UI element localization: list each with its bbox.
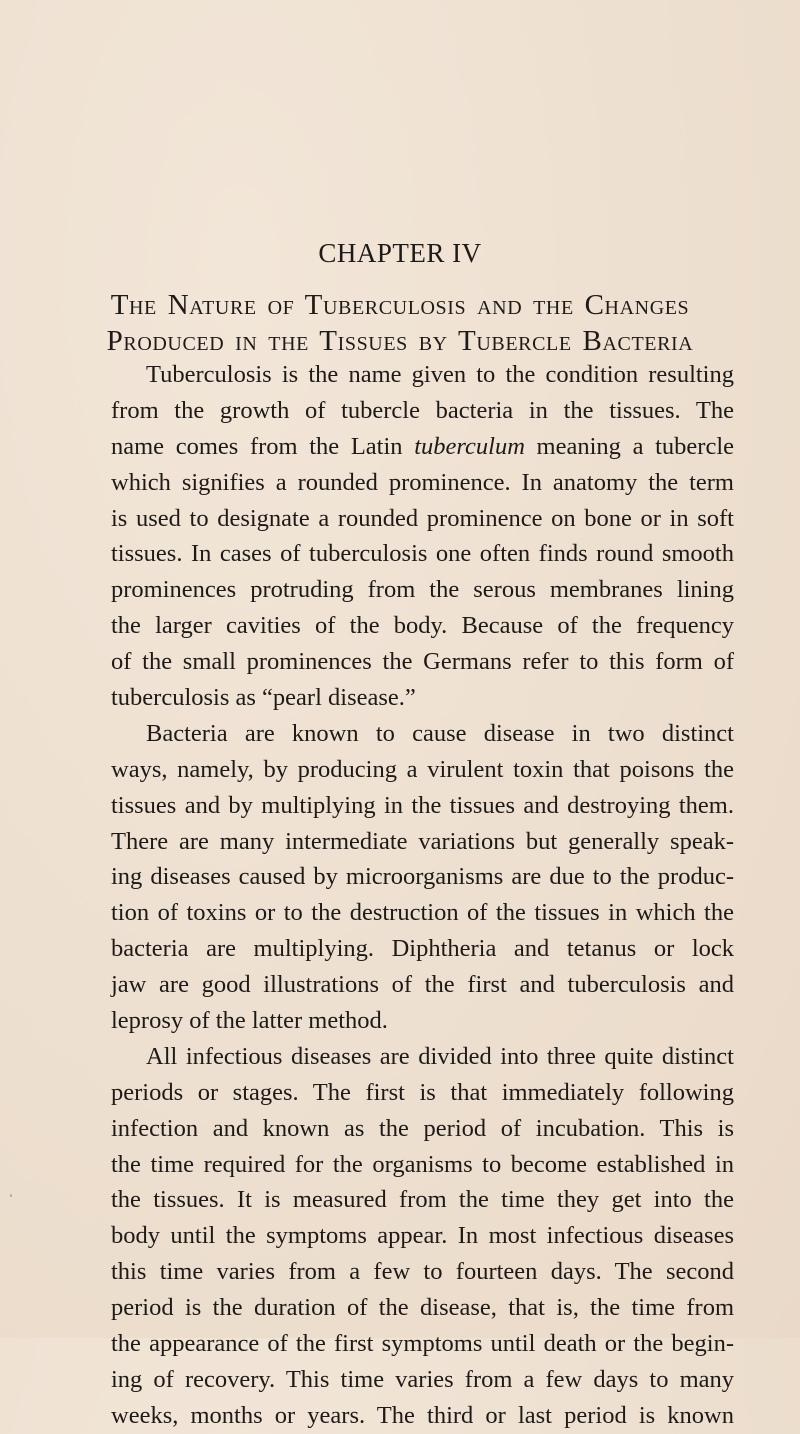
text-line: from the growth of tubercle bacteria in the tissues. The [111, 396, 734, 424]
text-line: tissues. In cases of tuberculosis one often finds round smooth [111, 540, 734, 568]
text-line: bacteria are multiplying. Diphtheria and tetanus or lock [111, 935, 734, 963]
text-line: tion of toxins or to the destruction of the tissues in which the [111, 899, 734, 927]
text-line: ways, namely, by producing a virulent toxin that poisons the [111, 755, 734, 783]
chapter-number: CHAPTER IV [318, 238, 482, 268]
text-line: of the small prominences the Germans refer to this form of [111, 648, 734, 676]
text-line: the tissues. It is measured from the time they get into the [111, 1186, 734, 1214]
chapter-title-line-1: The Nature of Tuberculosis and the Changes [110, 289, 690, 321]
text-line: the larger cavities of the body. Because of the frequency [111, 612, 734, 640]
text-line [111, 429, 734, 465]
text-line: ing of recovery. This time varies from a few days to many [111, 1365, 734, 1393]
text-line: Bacteria are known to cause disease in two distinct [146, 719, 734, 747]
latin-term: tuberculum [414, 432, 525, 460]
chapter-title-line-2: Produced in the Tissues by Tubercle Bacteria [106, 325, 694, 357]
text-line: the appearance of the first symptoms until death or the begin- [111, 1330, 734, 1358]
text-line: periods or stages. The first is that immediately following [111, 1078, 734, 1106]
text-line: tissues and by multiplying in the tissues and destroying them. [111, 791, 734, 819]
text-line: ing diseases caused by microorganisms are due to the produc- [111, 863, 734, 891]
text-line: weeks, months or years. The third or last period is known [111, 1401, 734, 1429]
text-line: tuberculosis as “pearl disease.” [111, 684, 416, 712]
text-line: leprosy of the latter method. [111, 1007, 388, 1035]
text-segment: name comes from the Latin [111, 432, 415, 460]
text-line: is used to designate a rounded prominence on bone or in soft [111, 504, 734, 532]
text-line: jaw are good illustrations of the first and tuberculosis and [111, 971, 734, 999]
body-text [111, 357, 734, 1434]
text-line: prominences protruding from the serous membranes lining [111, 576, 734, 604]
text-segment: meaning a tubercle [524, 432, 734, 460]
text-line: Tuberculosis is the name given to the condition resulting [146, 361, 734, 388]
text-line: the time required for the organisms to become established in [111, 1150, 734, 1178]
text-line: body until the symptoms appear. In most infectious diseases [111, 1222, 734, 1250]
chapter-title [60, 287, 740, 359]
text-line: this time varies from a few to fourteen days. The second [111, 1258, 734, 1286]
paper-speck [10, 1194, 12, 1197]
text-line: period is the duration of the disease, that is, the time from [111, 1294, 734, 1322]
text-line: infection and known as the period of incubation. This is [111, 1114, 734, 1142]
text-line: There are many intermediate variations but generally speak- [111, 827, 734, 855]
text-line: which signifies a rounded prominence. In anatomy the term [111, 468, 734, 496]
text-line: All infectious diseases are divided into three quite distinct [146, 1042, 734, 1070]
